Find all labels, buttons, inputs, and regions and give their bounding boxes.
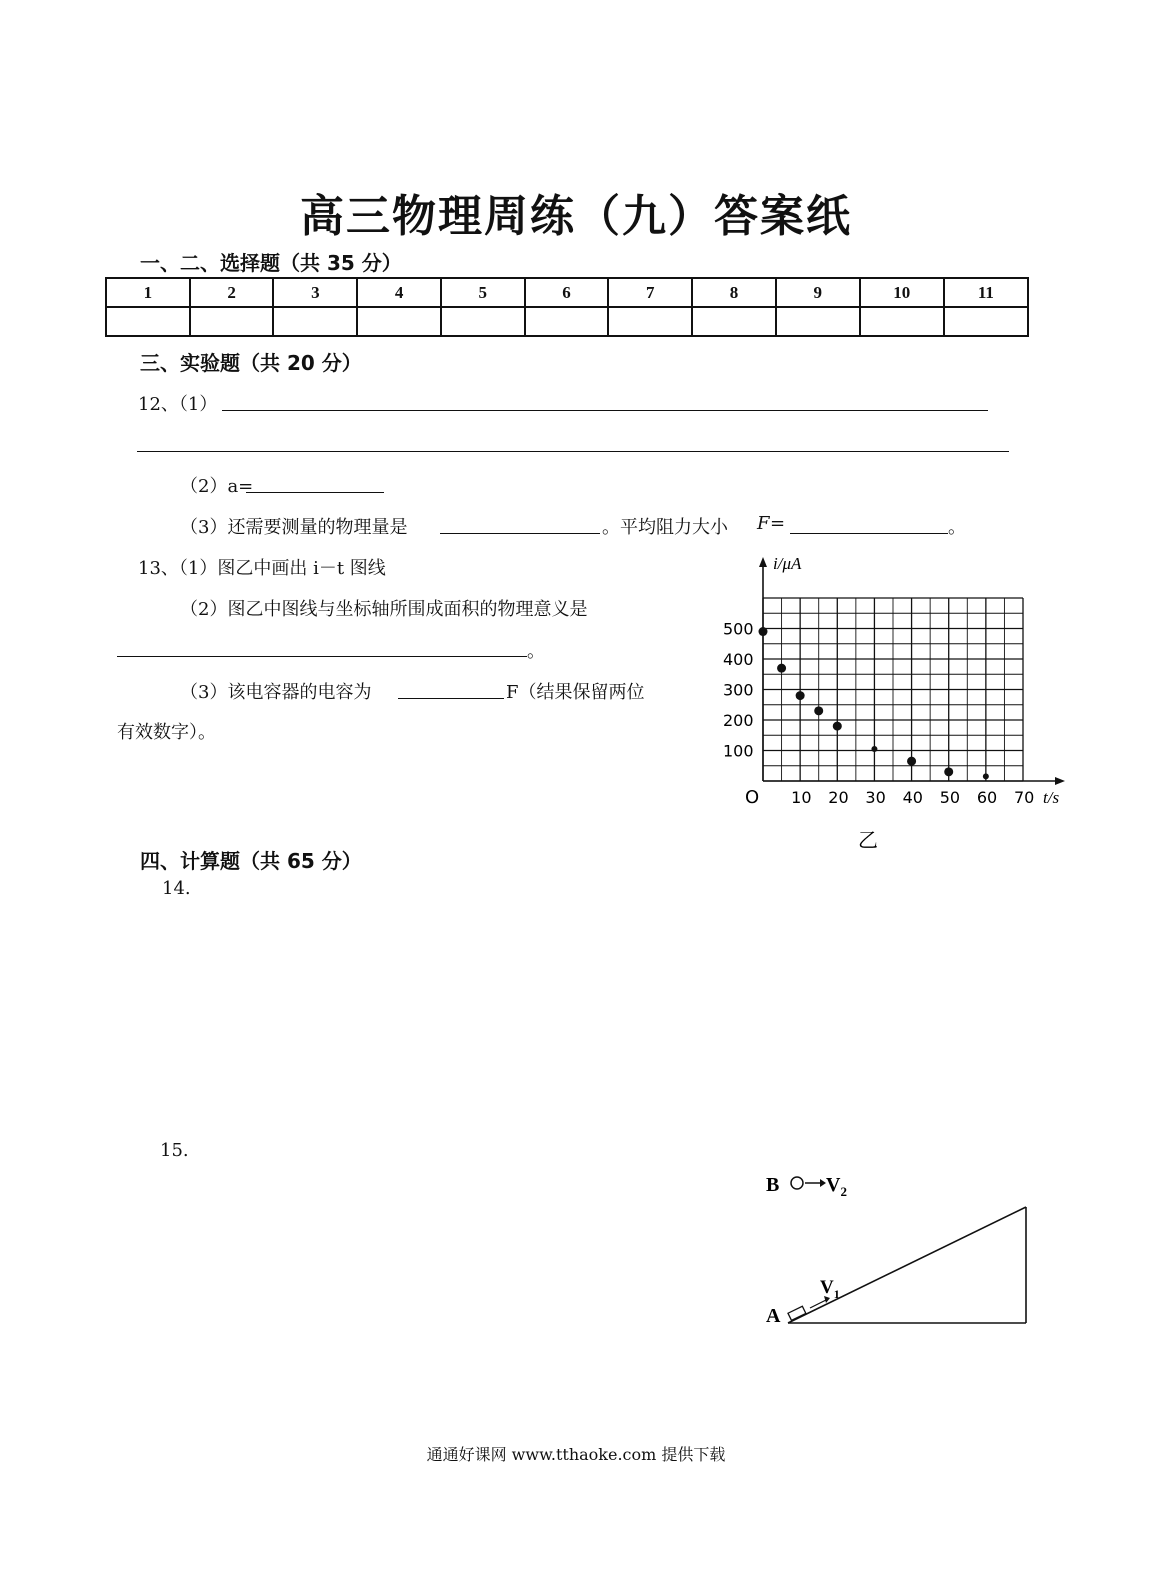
- answer-number-8: 8: [692, 278, 776, 307]
- answer-cell-7[interactable]: [608, 307, 692, 336]
- q13-part3-blank[interactable]: [398, 698, 504, 699]
- ball-B: [791, 1177, 803, 1189]
- answer-number-2: 2: [190, 278, 274, 307]
- x-axis-arrowhead: [1055, 777, 1065, 785]
- label-B: B: [766, 1174, 780, 1196]
- v1-arrow: [810, 1300, 826, 1308]
- chart-grid: [763, 598, 1023, 781]
- answer-cell-11[interactable]: [944, 307, 1028, 336]
- q13-part1-text: 13、（1）图乙中画出 i－t 图线: [138, 558, 386, 579]
- q13-part2-text: （2）图乙中图线与坐标轴所围成面积的物理意义是: [180, 599, 588, 620]
- q12-part1-blank-line2[interactable]: [137, 451, 1009, 452]
- label-v2: $V_2$: [826, 1174, 847, 1199]
- chart-ticks: [723, 620, 1034, 808]
- q12-part2-label: （2）a=: [180, 476, 254, 497]
- q12-part2-blank[interactable]: [246, 492, 384, 493]
- q12-part3-end: 。: [948, 517, 966, 538]
- q13-part3-text2: F（结果保留两位: [506, 682, 645, 703]
- section-experiment-heading: 三、实验题（共 20 分）: [140, 351, 362, 375]
- answer-cell-6[interactable]: [525, 307, 609, 336]
- answer-number-6: 6: [525, 278, 609, 307]
- x-tick-label: 70: [1014, 788, 1035, 807]
- answer-number-4: 4: [357, 278, 441, 307]
- answer-number-5: 5: [441, 278, 525, 307]
- data-point: [983, 773, 989, 779]
- q13-part2-blank[interactable]: [117, 656, 527, 657]
- answer-number-10: 10: [860, 278, 944, 307]
- data-point: [944, 767, 953, 776]
- chart-y-axis-label: i/μA: [773, 554, 802, 573]
- chart-origin-label: O: [745, 787, 760, 808]
- section-choice-heading: 一、二、选择题（共 35 分）: [140, 251, 402, 275]
- q13-part3-text3: 有效数字）。: [117, 722, 216, 743]
- answer-number-11: 11: [944, 278, 1028, 307]
- q13-part3-text: （3）该电容器的电容为: [180, 682, 372, 703]
- data-point: [796, 691, 805, 700]
- answer-cell-5[interactable]: [441, 307, 525, 336]
- data-point: [871, 746, 877, 752]
- data-point: [777, 664, 786, 673]
- page-title: 高三物理周练（九）答案纸: [300, 191, 852, 242]
- chart-caption: 乙: [858, 828, 878, 852]
- answer-cell-8[interactable]: [692, 307, 776, 336]
- answer-cell-10[interactable]: [860, 307, 944, 336]
- q12-part1-blank-line1[interactable]: [222, 410, 988, 411]
- x-tick-label: 50: [939, 788, 961, 807]
- y-tick-label: 500: [723, 619, 754, 639]
- data-point: [907, 757, 916, 766]
- answer-cell-4[interactable]: [357, 307, 441, 336]
- q12-part3-text: （3）还需要测量的物理量是: [180, 517, 408, 538]
- block-A: [788, 1306, 806, 1320]
- data-point: [759, 627, 768, 636]
- y-tick-label: 400: [723, 650, 754, 669]
- q12-part3-blank-force[interactable]: [790, 533, 948, 534]
- data-point: [833, 722, 842, 731]
- q12-part3-F-symbol: F: [757, 513, 770, 534]
- answer-table-number-row: [106, 278, 1028, 307]
- chart-x-axis-label: t/s: [1043, 788, 1060, 807]
- answer-cell-2[interactable]: [190, 307, 274, 336]
- q12-part3-equals: =: [770, 513, 786, 534]
- y-tick-label: 100: [723, 741, 754, 761]
- answer-cell-1[interactable]: [106, 307, 190, 336]
- answer-number-7: 7: [608, 278, 692, 307]
- footer-text: 通通好课网 www.tthaoke.com 提供下载: [426, 1445, 726, 1464]
- q12-part3-blank-quantity[interactable]: [440, 533, 600, 534]
- x-tick-label: 20: [828, 788, 849, 807]
- q12-part3-text2: 。平均阻力大小: [602, 517, 728, 538]
- q12-part1-label: 12、（1）: [138, 394, 218, 415]
- y-tick-label: 200: [723, 711, 754, 730]
- y-axis-arrowhead: [759, 557, 767, 567]
- x-tick-label: 30: [865, 788, 886, 807]
- data-point: [814, 706, 823, 715]
- chart-points: [759, 627, 989, 779]
- section-calculation-heading: 四、计算题（共 65 分）: [140, 849, 362, 873]
- answer-number-1: 1: [106, 278, 190, 307]
- label-v1: $V_1$: [820, 1277, 840, 1301]
- answer-cell-9[interactable]: [776, 307, 860, 336]
- label-A: A: [766, 1305, 781, 1327]
- answer-number-9: 9: [776, 278, 860, 307]
- q15-label: 15.: [160, 1140, 189, 1161]
- x-tick-label: 10: [791, 788, 812, 807]
- incline-diagram: [760, 1165, 1050, 1345]
- q13-part2-end: 。: [527, 641, 545, 662]
- x-tick-label: 60: [976, 788, 998, 807]
- y-tick-label: 300: [723, 680, 754, 700]
- answer-number-3: 3: [273, 278, 357, 307]
- answer-table: [105, 277, 1029, 337]
- x-tick-label: 40: [902, 788, 923, 807]
- answer-cell-3[interactable]: [273, 307, 357, 336]
- answer-table-blank-row: [106, 307, 1028, 336]
- q14-label: 14.: [162, 878, 191, 899]
- incline-slope: [788, 1207, 1026, 1323]
- current-time-chart: [715, 545, 1075, 855]
